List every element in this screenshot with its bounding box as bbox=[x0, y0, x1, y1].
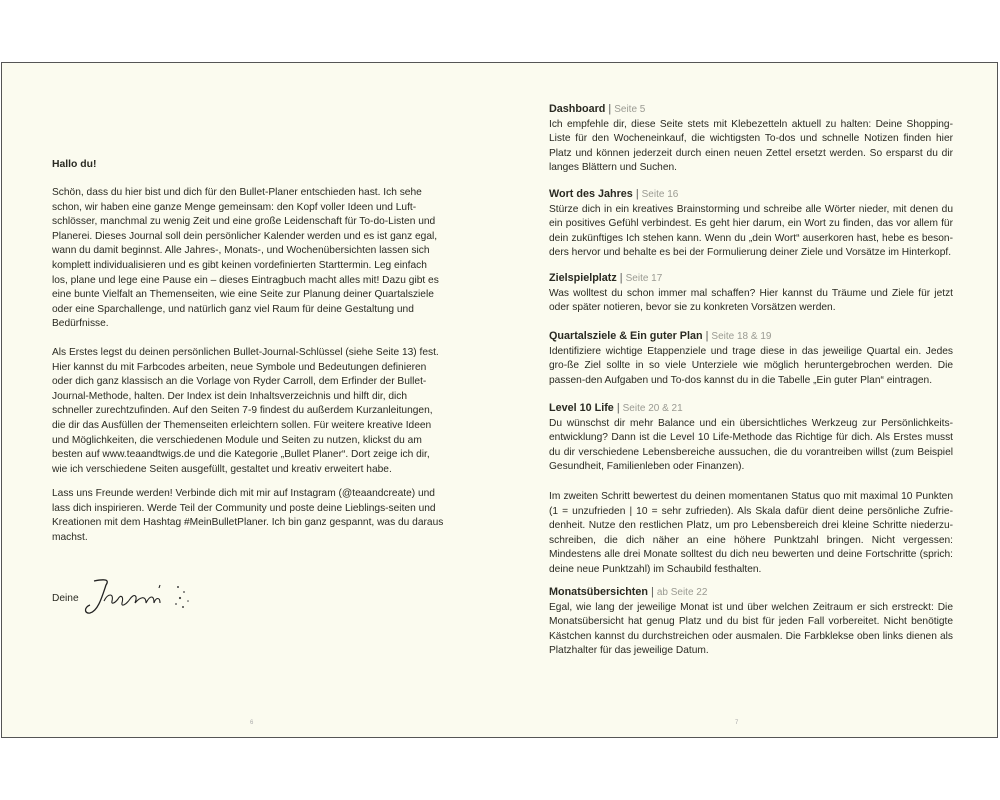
section-page-ref: Seite 18 & 19 bbox=[711, 331, 772, 342]
book-spread bbox=[1, 62, 998, 738]
section-text: Du wünschst dir mehr Balance und ein übersichtliches Werkzeug zur Persönlichkeits-entwicklung? Dann ist die Level 10 Life-Methode das Richtige für dich. Als Erstes musst du dir verschiedene Lebensbereiche aussuchen, die du vorantreiben willst (zum Beispiel Gesundheit, Familienleben oder Finanzen). bbox=[549, 417, 953, 473]
section-title: Zielspielplatz bbox=[549, 272, 617, 284]
section-title: Wort des Jahres bbox=[549, 188, 633, 200]
section-text: Identifiziere wichtige Etappenziele und trage diese in das jeweilige Quartal ein. Jedes gro-ße Ziel sollte in so viele Unterziele wie möglich heruntergebrochen werden. Die passen-den Aufgaben und To-dos kannst du in die Tabelle „Ein guter Plan“ eintragen. bbox=[549, 345, 953, 386]
section-text: Stürze dich in ein kreatives Brainstorming und schreibe alle Wörter nieder, mit denen du ein positives Gefühl verbindest. Es geht hier darum, ein Wort zu finden, das vor allem für dein zukünftiges Ich stehen kann. Wenn du „dein Wort“ auserkoren hast, hebe es beson-ders hervor und behalte es bei der Formulierung deiner Ziele und Vorsätze im Hinterkopf. bbox=[549, 203, 953, 259]
section-title: Dashboard bbox=[549, 103, 606, 115]
section-text: Egal, wie lang der jeweilige Monat ist und über welchen Zeitraum er sich erstreckt: Die Monatsübersicht hat genug Platz und du bist für jeden Fall vorbereitet. Nicht benötigte Kästchen kannst du durchstreichen oder ausmalen. Die Farbklekse oben links dienen als Platzhalter für das jeweilige Datum. bbox=[549, 601, 953, 657]
intro-paragraph-2: Als Erstes legst du deinen persönlichen Bullet-Journal-Schlüssel (siehe Seite 13) fest. Hier kannst du mit Farbcodes arbeiten, neue Symbole und Bedeutungen definieren oder dich ganz klassisch an die Vorlage von Ryder Carroll, dem Erfinder der Bullet-Journal-Methode, halten. Der Index ist dein Inhaltsverzeichnis und hilft dir, dich schneller zurechtzufinden. Auf den Seiten 7-9 findest du außerdem Kurzanleitungen, die dir das Ausfüllen der Themenseiten erleichtern sollen. Für weitere kreative Ideen und Möglichkeiten, die verschiedenen Module und Seiten zu nutzen, klickst du am besten auf www.teaandtwigs.de und die Kategorie „Bullet Planer“. Dort zeige ich dir, wie ich verschiedene Seiten ausgefüllt, gestaltet und kreativ erweitert habe. bbox=[52, 347, 439, 475]
page-number: 7 bbox=[735, 720, 739, 726]
right-page bbox=[501, 63, 997, 737]
section-page-ref: Seite 16 bbox=[641, 189, 679, 200]
section-dashboard: Dashboard | Seite 5 Ich empfehle dir, diese Seite stets mit Klebezetteln aktuell zu halten: Deine Shopping-Liste für den Wocheneinkauf, die wichtigsten To-dos und schnelle Notizen finden hier Platz und können jederzeit durch einen neuen Zettel ersetzt werden. So ersparst du dir langes Blättern und Suchen. bbox=[549, 102, 953, 176]
signature-jasmin-handwriting bbox=[80, 571, 210, 621]
section-text-2: Im zweiten Schritt bewertest du deinen momentanen Status quo mit maximal 10 Punkten (1 = unzufrieden | 10 = sehr zufrieden). Als Skala dafür dient deine persönliche Zufrie-denheit. Nutze den restlichen Platz, um pro Lebensbereich drei kleine Schritte niederzu-schreiben, die dich näher an eine höhere Punktzahl bringen. Nicht vergessen: Mindestens alle drei Monate solltest du dich neu bewerten und deine Fortschritte (sprich: deine neue Punktzahl) im Schaubild festhalten. bbox=[549, 490, 953, 575]
section-level-10-life: Level 10 Life | Seite 20 & 21 Du wünschst dir mehr Balance und ein übersichtliches Werkzeug zur Persönlichkeits-entwicklung? Dann ist die Level 10 Life-Methode das Richtige für dich. Als Erstes musst du dir verschiedene Lebensbereiche aussuchen, die du vorantreiben willst (zum Beispiel Gesundheit, Familienleben oder Finanzen). Im zweiten Schritt bewertest du deinen momentanen Status quo mit maximal 10 Punkten (1 = unzufrieden | 10 = sehr zufrieden). Als Skala dafür dient deine persönliche Zufrie-denheit. Nutze den restlichen Platz, um pro Lebensbereich drei kleine Schritte niederzu-schreiben, die dich näher an eine höhere Punktzahl bringen. Nicht vergessen: Mindestens alle drei Monate solltest du dich neu bewerten und deine Fortschritte (sprich: deine neue Punktzahl) im Schaubild festhalten. bbox=[549, 401, 953, 578]
section-page-ref: Seite 20 & 21 bbox=[622, 403, 683, 414]
signature-word: Deine bbox=[52, 593, 79, 604]
page-number: 6 bbox=[250, 720, 254, 726]
section-title: Level 10 Life bbox=[549, 402, 614, 414]
intro-paragraph-1: Schön, dass du hier bist und dich für den Bullet-Planer entschieden hast. Ich sehe schon, wir haben eine ganze Menge gemeinsam: den Kopf voller Ideen und Luft-schlösser, manchmal zu wenig Zeit und eine große Leidenschaft für To-do-Listen und Planerei. Dieses Journal soll dein persönlicher Kalender werden und es ist ganz egal, wann du damit beginnst. Alle Jahres-, Monats-, und Wochenübersichten lassen sich komplett individualisieren und es gibt keinen vordefinierten Starttermin. Leg einfach los, plane und lege eine Pause ein – dieses Eintragbuch macht alles mit! Dazu gibt es eine bunte Vielfalt an Themenseiten, wie eine Seite zur Planung deiner Quartalsziele oder eine Sparchallenge, und natürlich ganz viel Raum für deine Gestaltung und Bedürfnisse. bbox=[52, 187, 439, 330]
section-page-ref: ab Seite 22 bbox=[656, 587, 708, 598]
signature bbox=[52, 571, 212, 621]
intro-paragraph-3: Lass uns Freunde werden! Verbinde dich mit mir auf Instagram (@teaandcreate) und lass dich inspirieren. Werde Teil der Community und poste deine Lieblings-seiten und Kreationen mit dem Hashtag #MeinBulletPlaner. Ich bin ganz gespannt, was du daraus machst. bbox=[52, 488, 444, 543]
greeting: Hallo du! bbox=[52, 159, 97, 170]
left-page bbox=[2, 63, 500, 737]
section-quartalsziele: Quartalsziele & Ein guter Plan | Seite 18 & 19 Identifiziere wichtige Etappenziele und trage diese in das jeweilige Quartal ein. Jedes gro-ße Ziel sollte in so viele Unterziele wie möglich heruntergebrochen werden. Die passen-den Aufgaben und To-dos kannst du in die Tabelle „Ein guter Plan“ eintragen. bbox=[549, 329, 953, 388]
section-page-ref: Seite 17 bbox=[625, 273, 663, 284]
section-text: Ich empfehle dir, diese Seite stets mit Klebezetteln aktuell zu halten: Deine Shopping-Liste für den Wocheneinkauf, die wichtigsten To-dos und schnelle Notizen finden hier Platz und können jederzeit durch einen neuen Zettel ersetzt werden. So ersparst du dir langes Blättern und Suchen. bbox=[549, 118, 953, 174]
section-wort-des-jahres: Wort des Jahres | Seite 16 Stürze dich in ein kreatives Brainstorming und schreibe alle Wörter nieder, mit denen du ein positives Gefühl verbindest. Es geht hier darum, ein Wort zu finden, das vor allem für dein zukünftiges Ich stehen kann. Wenn du „dein Wort“ auserkoren hast, hebe es beson-ders hervor und behalte es bei der Formulierung deiner Ziele und Vorsätze im Hinterkopf. bbox=[549, 187, 953, 261]
section-zielspielplatz: Zielspielplatz | Seite 17 Was wolltest du schon immer mal schaffen? Hier kannst du Träume und Ziele für jetzt oder später notieren, bevor sie zu konkreten Vorsätzen werden. bbox=[549, 271, 953, 316]
section-title: Quartalsziele & Ein guter Plan bbox=[549, 330, 703, 342]
section-page-ref: Seite 5 bbox=[614, 104, 646, 115]
section-monatsuebersichten: Monatsübersichten | ab Seite 22 Egal, wie lang der jeweilige Monat ist und über welchen Zeitraum er sich erstreckt: Die Monatsübersicht hat genug Platz und du bist für jeden Fall vorbereitet. Nicht benötigte Kästchen kannst du durchstreichen oder ausmalen. Die Farbklekse oben links dienen als Platzhalter für das jeweilige Datum. bbox=[549, 585, 953, 659]
section-title: Monatsübersichten bbox=[549, 586, 648, 598]
section-text: Was wolltest du schon immer mal schaffen? Hier kannst du Träume und Ziele für jetzt oder später notieren, bevor sie zu konkreten Vorsätzen werden. bbox=[549, 287, 953, 314]
